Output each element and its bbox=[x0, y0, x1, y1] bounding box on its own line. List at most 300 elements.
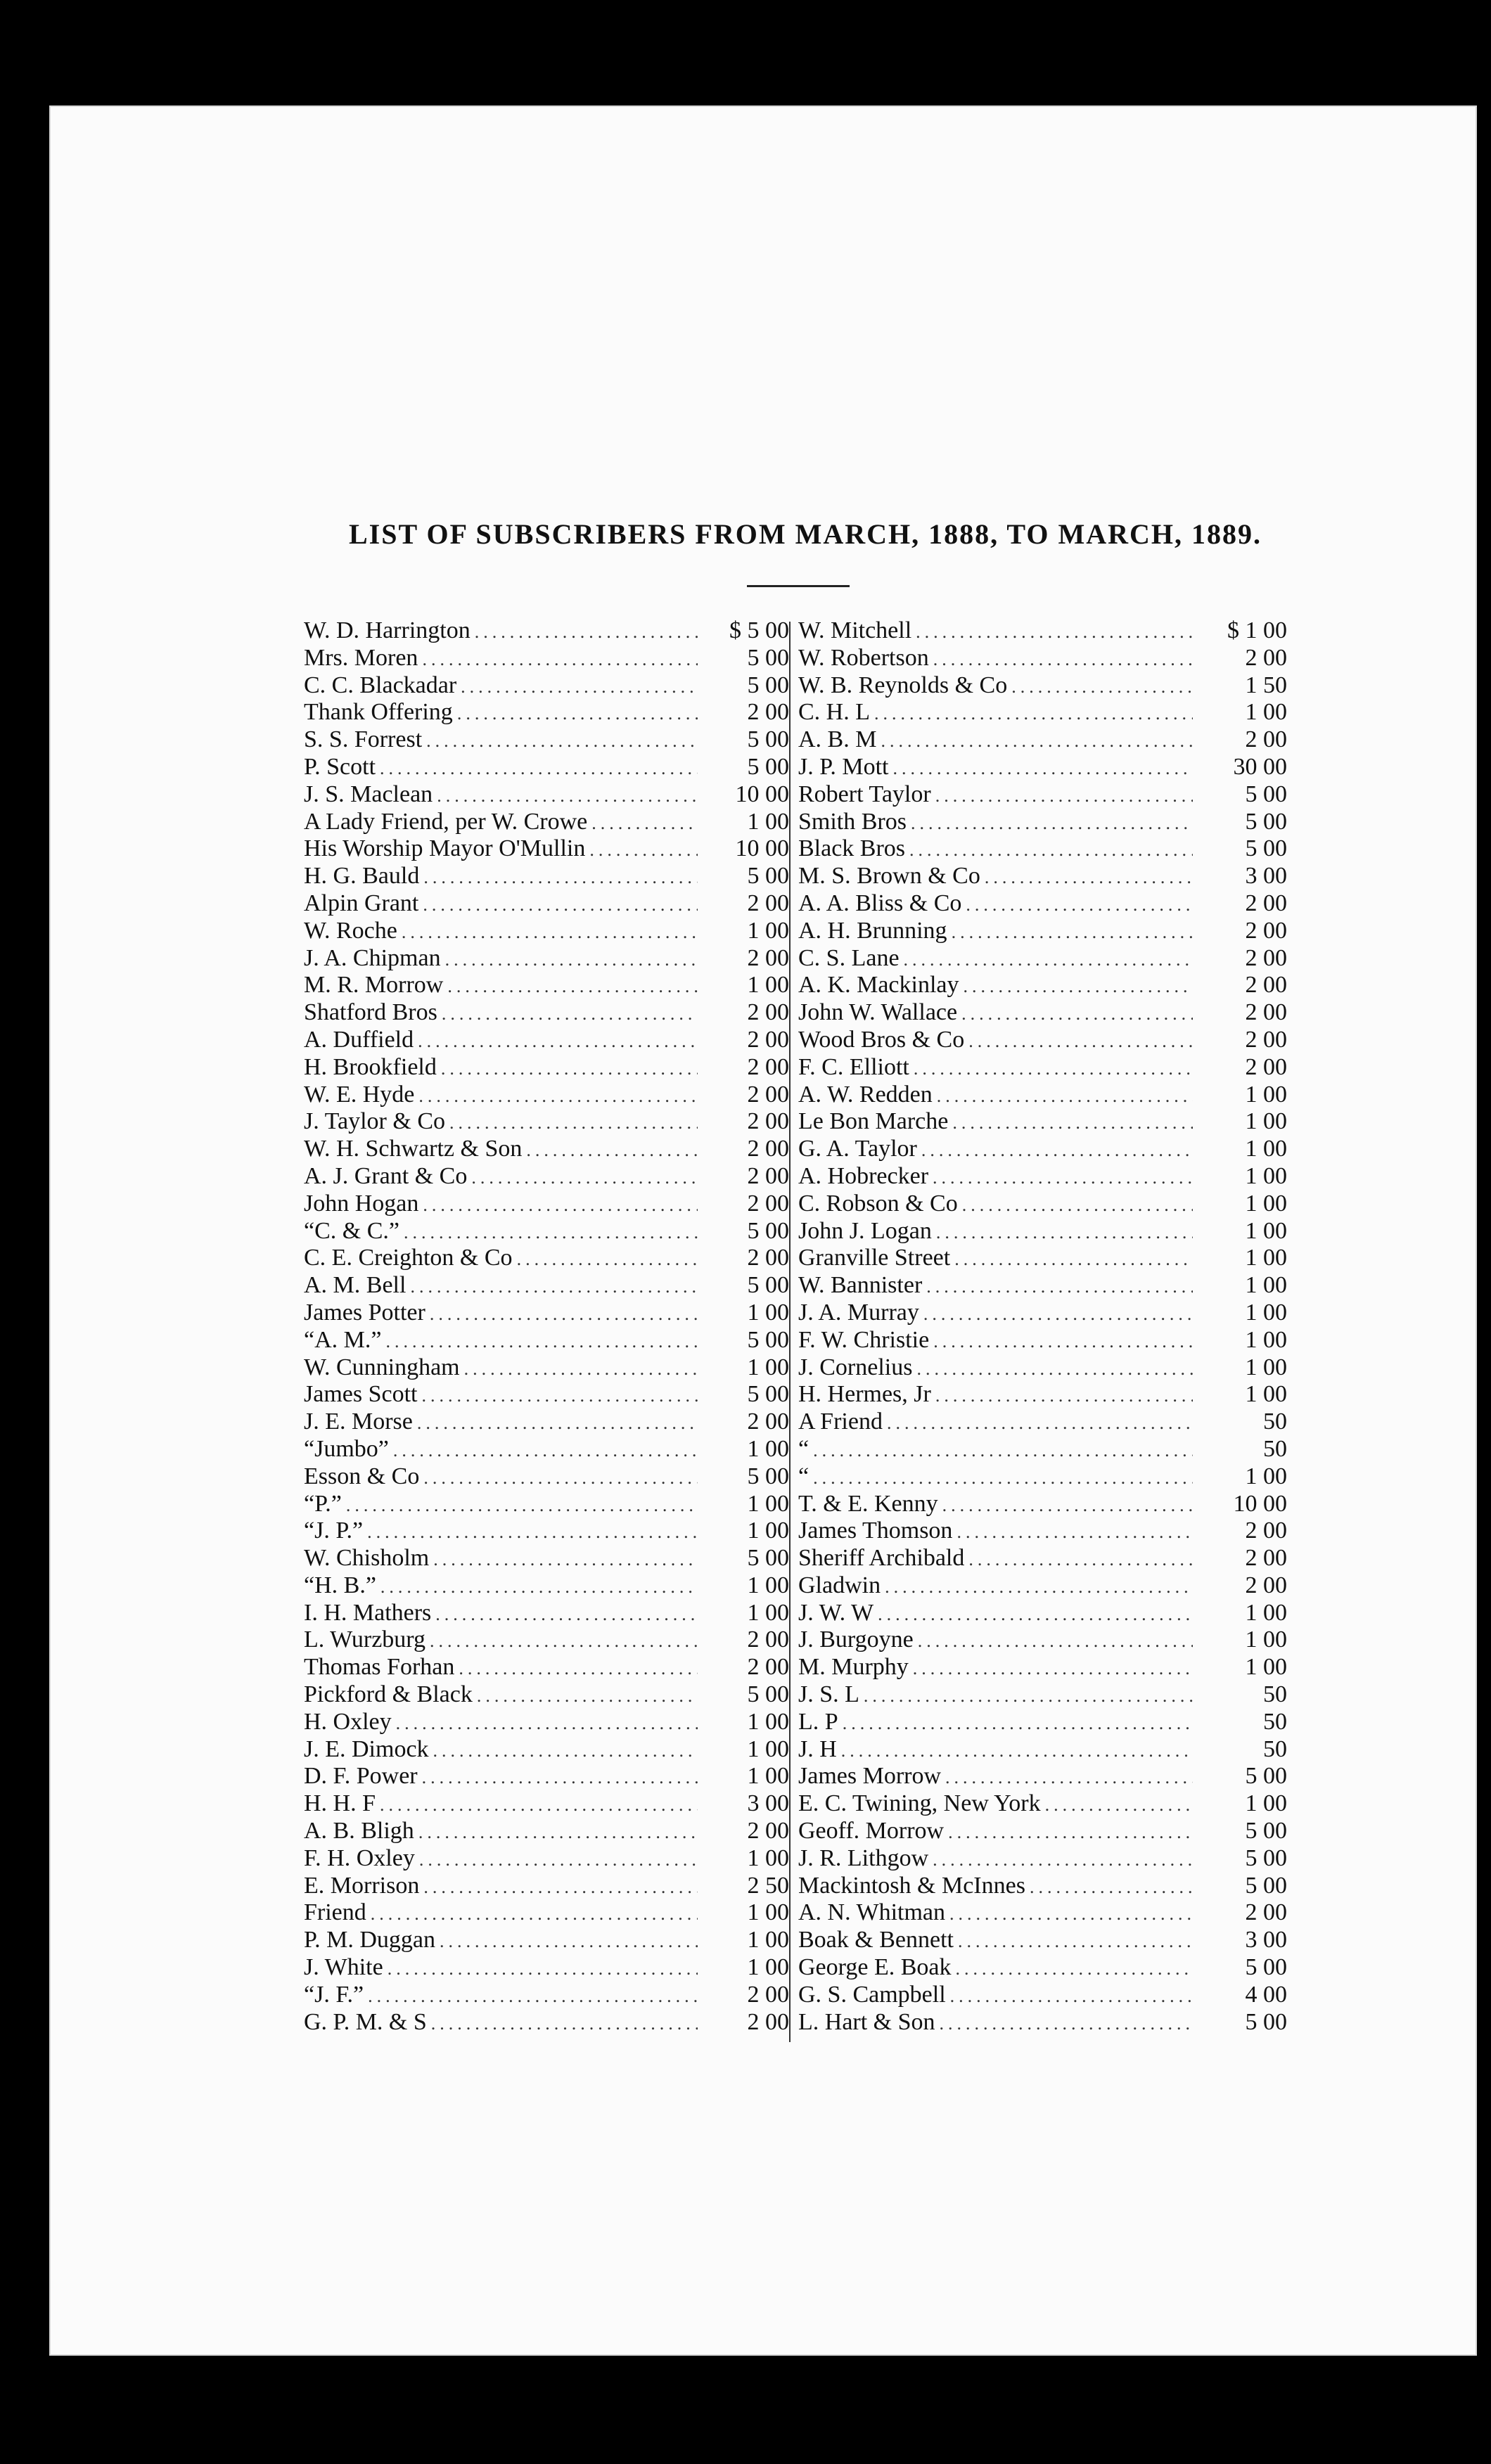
dot-leader bbox=[464, 1356, 698, 1383]
subscription-amount: 2 00 bbox=[1245, 1572, 1287, 1598]
subscriber-row bbox=[798, 1899, 1287, 1927]
subscription-amount: 2 00 bbox=[747, 1654, 789, 1681]
subscriber-name: “ bbox=[798, 1463, 810, 1489]
subscriber-row bbox=[798, 1054, 1287, 1082]
subscriber-name: J. A. Murray bbox=[798, 1299, 919, 1326]
subscriber-row bbox=[304, 999, 789, 1027]
dot-leader bbox=[945, 1764, 1193, 1792]
subscriber-name: George E. Boak bbox=[798, 1954, 952, 1981]
subscription-amount: 3 00 bbox=[1245, 863, 1287, 890]
dot-leader bbox=[904, 947, 1193, 974]
subscriber-row bbox=[798, 972, 1287, 999]
subscriber-row bbox=[798, 1163, 1287, 1191]
subscriber-name: “A. M.” bbox=[304, 1326, 382, 1353]
subscriber-name: A. N. Whitman bbox=[798, 1899, 946, 1926]
dot-leader bbox=[402, 919, 698, 947]
dot-leader bbox=[962, 1192, 1193, 1219]
subscription-amount: 1 00 bbox=[747, 1299, 789, 1326]
dot-leader bbox=[423, 1465, 698, 1492]
subscriber-name: Thomas Forhan bbox=[304, 1654, 455, 1681]
dot-leader bbox=[916, 1356, 1193, 1383]
dot-leader bbox=[843, 1710, 1193, 1738]
subscription-amount: $ 5 00 bbox=[729, 617, 789, 643]
dot-leader bbox=[426, 728, 698, 755]
subscriber-name: “J. F.” bbox=[304, 1981, 364, 2008]
subscriber-row bbox=[798, 999, 1287, 1027]
subscription-amount: 1 00 bbox=[1245, 1136, 1287, 1162]
subscriber-name: A Friend bbox=[798, 1409, 883, 1435]
subscriber-name: Friend bbox=[304, 1899, 366, 1926]
subscriber-row bbox=[798, 945, 1287, 973]
subscriber-row bbox=[798, 726, 1287, 754]
subscription-amount: 2 00 bbox=[1245, 890, 1287, 916]
subscriber-name: J. A. Chipman bbox=[304, 944, 441, 971]
subscription-amount: 1 00 bbox=[747, 808, 789, 835]
subscriber-row bbox=[798, 1790, 1287, 1818]
subscriber-row bbox=[304, 726, 789, 754]
subscriber-row bbox=[304, 1873, 789, 1900]
subscriber-row bbox=[798, 617, 1287, 645]
dot-leader bbox=[418, 1083, 698, 1110]
subscription-amount: 1 00 bbox=[1245, 1790, 1287, 1817]
subscriber-row bbox=[304, 1709, 789, 1736]
subscriber-row bbox=[304, 1681, 789, 1709]
dot-leader bbox=[367, 1519, 698, 1546]
subscriber-name: John Hogan bbox=[304, 1190, 419, 1217]
subscriber-row bbox=[304, 617, 789, 645]
subscriber-name: Geoff. Morrow bbox=[798, 1818, 945, 1844]
subscriber-row bbox=[798, 754, 1287, 781]
subscription-amount: 5 00 bbox=[747, 644, 789, 671]
subscriber-name: I. H. Mathers bbox=[304, 1599, 432, 1626]
subscription-amount: 2 50 bbox=[747, 1872, 789, 1899]
subscriber-row bbox=[798, 1027, 1287, 1054]
subscriber-row bbox=[798, 1108, 1287, 1136]
subscriber-row bbox=[304, 1654, 789, 1681]
dot-leader bbox=[526, 1137, 698, 1164]
subscriber-name: “ bbox=[798, 1435, 810, 1462]
page-title: LIST OF SUBSCRIBERS FROM MARCH, 1888, TO MARCH, 1889. bbox=[349, 518, 1262, 550]
subscriber-name: W. D. Harrington bbox=[304, 617, 471, 643]
subscription-amount: 5 00 bbox=[1245, 808, 1287, 835]
subscriber-row bbox=[798, 699, 1287, 726]
subscriber-row bbox=[304, 1108, 789, 1136]
title-rule bbox=[747, 585, 850, 587]
subscription-amount: 5 00 bbox=[747, 1381, 789, 1408]
subscription-amount: 1 00 bbox=[1245, 1081, 1287, 1108]
subscription-amount: 5 00 bbox=[747, 726, 789, 753]
subscriber-name: H. H. F bbox=[304, 1790, 376, 1817]
subscription-amount: 1 00 bbox=[747, 1572, 789, 1598]
subscription-amount: 2 00 bbox=[747, 1626, 789, 1653]
subscriber-name: F. W. Christie bbox=[798, 1326, 930, 1353]
subscriber-name: A. K. Mackinlay bbox=[798, 972, 959, 999]
subscriber-name: W. B. Reynolds & Co bbox=[798, 672, 1008, 698]
subscriber-row bbox=[304, 1082, 789, 1109]
subscriber-name: W. H. Schwartz & Son bbox=[304, 1136, 523, 1162]
dot-leader bbox=[985, 864, 1193, 892]
dot-leader bbox=[589, 837, 698, 864]
subscription-amount: 2 00 bbox=[1245, 1053, 1287, 1080]
subscriber-name: T. & E. Kenny bbox=[798, 1490, 938, 1517]
subscriber-name: G. A. Taylor bbox=[798, 1136, 917, 1162]
subscriber-row bbox=[798, 1327, 1287, 1354]
subscription-amount: 5 00 bbox=[1245, 1818, 1287, 1844]
subscriber-row bbox=[304, 1626, 789, 1654]
dot-leader bbox=[911, 810, 1193, 838]
dot-leader bbox=[445, 947, 698, 974]
subscriber-name: Le Bon Marche bbox=[798, 1108, 949, 1135]
dot-leader bbox=[477, 1683, 698, 1710]
subscription-amount: 5 00 bbox=[747, 1681, 789, 1708]
dot-leader bbox=[958, 1928, 1193, 1956]
dot-leader bbox=[418, 1028, 698, 1055]
dot-leader bbox=[887, 1410, 1193, 1437]
subscription-amount: 2 00 bbox=[1245, 726, 1287, 753]
subscriber-name: “H. B.” bbox=[304, 1572, 376, 1598]
subscriber-row bbox=[798, 645, 1287, 672]
subscription-amount: 50 bbox=[1263, 1735, 1287, 1762]
subscriber-name: Mackintosh & McInnes bbox=[798, 1872, 1025, 1899]
subscriber-row bbox=[304, 1954, 789, 1982]
dot-leader bbox=[813, 1437, 1193, 1465]
subscriber-row bbox=[304, 781, 789, 809]
column-divider bbox=[789, 622, 791, 2042]
subscriber-row bbox=[304, 863, 789, 890]
subscriber-row bbox=[304, 1436, 789, 1463]
subscription-amount: 5 00 bbox=[1245, 835, 1287, 862]
dot-leader bbox=[933, 646, 1193, 674]
subscription-amount: 1 00 bbox=[1245, 1381, 1287, 1408]
subscriber-name: H. Oxley bbox=[304, 1708, 392, 1735]
subscriber-name: John J. Logan bbox=[798, 1217, 932, 1244]
subscription-amount: 3 00 bbox=[747, 1790, 789, 1817]
subscriber-row bbox=[304, 1327, 789, 1354]
dot-leader bbox=[1011, 674, 1193, 701]
subscription-amount: 1 00 bbox=[1245, 1299, 1287, 1326]
dot-leader bbox=[968, 1546, 1193, 1574]
subscriber-name: S. S. Forrest bbox=[304, 726, 423, 753]
subscriber-name: A. H. Brunning bbox=[798, 917, 947, 944]
subscriber-name: A. B. Bligh bbox=[304, 1818, 414, 1844]
dot-leader bbox=[964, 973, 1193, 1001]
subscription-amount: 1 00 bbox=[1245, 1162, 1287, 1189]
subscriber-name: C. C. Blackadar bbox=[304, 672, 457, 698]
subscriber-name: James Thomson bbox=[798, 1517, 953, 1544]
subscription-amount: 2 00 bbox=[1245, 944, 1287, 971]
dot-leader bbox=[878, 1601, 1193, 1629]
subscription-amount: 1 00 bbox=[747, 917, 789, 944]
subscriber-row bbox=[304, 1463, 789, 1491]
subscriber-name: W. Chisholm bbox=[304, 1545, 430, 1572]
subscriber-row bbox=[798, 1272, 1287, 1300]
subscriber-row bbox=[798, 1463, 1287, 1491]
subscription-amount: 50 bbox=[1263, 1681, 1287, 1708]
subscriber-name: A. Hobrecker bbox=[798, 1162, 929, 1189]
subscription-amount: 2 00 bbox=[1245, 999, 1287, 1026]
subscription-amount: 1 00 bbox=[747, 1517, 789, 1544]
subscriber-row bbox=[304, 1545, 789, 1572]
subscription-amount: 1 00 bbox=[747, 1844, 789, 1871]
subscriber-name: J. E. Dimock bbox=[304, 1735, 429, 1762]
dot-leader bbox=[422, 646, 698, 674]
subscriber-name: Esson & Co bbox=[304, 1463, 420, 1489]
subscription-amount: 1 00 bbox=[1245, 1599, 1287, 1626]
subscriber-name: D. F. Power bbox=[304, 1763, 418, 1790]
dot-leader bbox=[380, 755, 698, 783]
subscription-amount: 1 00 bbox=[747, 1899, 789, 1926]
subscriber-name: A. W. Redden bbox=[798, 1081, 933, 1108]
dot-leader bbox=[404, 1219, 698, 1247]
dot-leader bbox=[423, 864, 698, 892]
subscription-amount: 2 00 bbox=[747, 1818, 789, 1844]
subscriber-row bbox=[798, 781, 1287, 809]
dot-leader bbox=[517, 1246, 698, 1273]
subscriber-name: P. M. Duggan bbox=[304, 1927, 436, 1953]
subscriber-row bbox=[798, 1354, 1287, 1382]
subscriber-name: G. S. Campbell bbox=[798, 1981, 946, 2008]
dot-leader bbox=[913, 1655, 1193, 1683]
subscriber-row bbox=[798, 1600, 1287, 1627]
subscription-amount: 5 00 bbox=[1245, 1844, 1287, 1871]
dot-leader bbox=[1030, 1874, 1193, 1901]
dot-leader bbox=[393, 1437, 698, 1465]
subscriber-name: C. S. Lane bbox=[798, 944, 900, 971]
subscription-amount: 5 00 bbox=[1245, 1954, 1287, 1981]
subscriber-name: C. H. L bbox=[798, 699, 870, 726]
subscriber-name: W. Robertson bbox=[798, 644, 929, 671]
subscriber-row bbox=[304, 1354, 789, 1382]
subscription-amount: 1 00 bbox=[1245, 1654, 1287, 1681]
dot-leader bbox=[430, 1301, 698, 1328]
dot-leader bbox=[385, 1328, 698, 1356]
subscription-amount: 2 00 bbox=[1245, 1545, 1287, 1572]
subscriber-name: Alpin Grant bbox=[304, 890, 419, 916]
subscriber-name: A. Duffield bbox=[304, 1026, 414, 1053]
subscriber-row bbox=[304, 890, 789, 918]
subscriber-row bbox=[798, 1982, 1287, 2009]
dot-leader bbox=[940, 2010, 1193, 2038]
dot-leader bbox=[396, 1710, 698, 1738]
subscription-amount: 2 00 bbox=[1245, 972, 1287, 999]
subscriber-row bbox=[798, 1218, 1287, 1245]
subscriber-name: J. R. Lithgow bbox=[798, 1844, 929, 1871]
subscriber-name: A. J. Grant & Co bbox=[304, 1162, 468, 1189]
subscriber-name: Shatford Bros bbox=[304, 999, 437, 1026]
subscriber-row bbox=[798, 1409, 1287, 1436]
subscriber-name: John W. Wallace bbox=[798, 999, 958, 1026]
subscriber-name: Granville Street bbox=[798, 1245, 951, 1271]
dot-leader bbox=[926, 1273, 1193, 1301]
subscriber-row bbox=[798, 1818, 1287, 1845]
subscription-amount: 5 00 bbox=[747, 1545, 789, 1572]
dot-leader bbox=[966, 892, 1193, 919]
dot-leader bbox=[942, 1492, 1193, 1520]
subscriber-row bbox=[304, 1136, 789, 1163]
dot-leader bbox=[950, 1983, 1193, 2010]
subscriber-name: C. E. Creighton & Co bbox=[304, 1245, 513, 1271]
subscriber-name: A. M. Bell bbox=[304, 1272, 407, 1299]
dot-leader bbox=[885, 1574, 1193, 1601]
dot-leader bbox=[475, 619, 698, 646]
dot-leader bbox=[914, 1055, 1193, 1083]
dot-leader bbox=[440, 1928, 698, 1956]
subscriber-name: Smith Bros bbox=[798, 808, 907, 835]
subscriber-name: F. C. Elliott bbox=[798, 1053, 909, 1080]
subscription-amount: 4 00 bbox=[1245, 1981, 1287, 2008]
subscriber-row bbox=[798, 835, 1287, 863]
subscriber-name: J. Cornelius bbox=[798, 1354, 913, 1380]
subscription-amount: 2 00 bbox=[1245, 917, 1287, 944]
subscriber-name: Black Bros bbox=[798, 835, 906, 862]
subscriber-name: M. R. Morrow bbox=[304, 972, 444, 999]
subscriber-row bbox=[304, 1517, 789, 1545]
subscription-amount: 1 50 bbox=[1245, 672, 1287, 698]
dot-leader bbox=[1045, 1792, 1193, 1819]
dot-leader bbox=[591, 810, 698, 838]
subscription-amount: 5 00 bbox=[747, 863, 789, 890]
dot-leader bbox=[423, 1192, 698, 1219]
subscription-amount: 3 00 bbox=[1245, 1927, 1287, 1953]
subscriber-name: James Morrow bbox=[798, 1763, 942, 1790]
subscriber-name: “J. P.” bbox=[304, 1517, 364, 1544]
subscriber-row bbox=[304, 918, 789, 945]
subscription-amount: 5 00 bbox=[747, 672, 789, 698]
subscriber-list-left bbox=[304, 617, 789, 2036]
subscriber-name: Robert Taylor bbox=[798, 781, 931, 807]
dot-leader bbox=[422, 1764, 698, 1792]
subscription-amount: 1 00 bbox=[1245, 699, 1287, 726]
dot-leader bbox=[433, 1546, 698, 1574]
subscriber-row bbox=[798, 1136, 1287, 1163]
subscription-amount: 2 00 bbox=[747, 944, 789, 971]
subscriber-row bbox=[798, 1763, 1287, 1790]
subscription-amount: 1 00 bbox=[1245, 1626, 1287, 1653]
subscriber-row bbox=[798, 1381, 1287, 1409]
dot-leader bbox=[937, 1083, 1193, 1110]
subscription-amount: 5 00 bbox=[747, 1217, 789, 1244]
subscriber-name: H. G. Bauld bbox=[304, 863, 420, 890]
subscriber-row bbox=[304, 972, 789, 999]
subscriber-name: P. Scott bbox=[304, 753, 376, 780]
subscription-amount: 1 00 bbox=[747, 1735, 789, 1762]
subscriber-row bbox=[798, 1436, 1287, 1463]
subscription-amount: 10 00 bbox=[735, 835, 789, 862]
subscription-amount: 2 00 bbox=[1245, 644, 1287, 671]
subscription-amount: 10 00 bbox=[735, 781, 789, 807]
subscription-amount: 2 00 bbox=[747, 1108, 789, 1135]
subscription-amount: 1 00 bbox=[747, 1708, 789, 1735]
subscription-amount: 2 00 bbox=[1245, 1899, 1287, 1926]
subscriber-row bbox=[798, 890, 1287, 918]
subscriber-row bbox=[304, 1818, 789, 1845]
subscriber-row bbox=[304, 835, 789, 863]
subscriber-row bbox=[798, 809, 1287, 836]
dot-leader bbox=[423, 1874, 698, 1901]
subscriber-row bbox=[798, 1709, 1287, 1736]
subscriber-row bbox=[798, 1873, 1287, 1900]
dot-leader bbox=[952, 1110, 1193, 1137]
dot-leader bbox=[371, 1901, 698, 1928]
subscriber-row bbox=[304, 1491, 789, 1518]
subscription-amount: 1 00 bbox=[747, 1490, 789, 1517]
subscriber-name: M. S. Brown & Co bbox=[798, 863, 980, 890]
dot-leader bbox=[441, 1055, 698, 1083]
dot-leader bbox=[864, 1683, 1193, 1710]
dot-leader bbox=[956, 1519, 1193, 1546]
subscriber-row bbox=[798, 672, 1287, 700]
subscription-amount: 5 00 bbox=[747, 1463, 789, 1489]
subscriber-row bbox=[304, 1899, 789, 1927]
subscriber-row bbox=[798, 1954, 1287, 1982]
dot-leader bbox=[368, 1983, 698, 2010]
subscriber-row bbox=[304, 1163, 789, 1191]
dot-leader bbox=[918, 1628, 1193, 1655]
subscriber-row bbox=[798, 1927, 1287, 1954]
subscription-amount: 1 00 bbox=[747, 1354, 789, 1380]
subscription-amount: 50 bbox=[1263, 1435, 1287, 1462]
subscriber-name: G. P. M. & S bbox=[304, 2008, 427, 2035]
subscription-amount: 2 00 bbox=[747, 890, 789, 916]
subscriber-name: L. Hart & Son bbox=[798, 2008, 935, 2035]
subscription-amount: 5 00 bbox=[1245, 2008, 1287, 2035]
dot-leader bbox=[388, 1956, 698, 1983]
dot-leader bbox=[923, 1301, 1193, 1328]
subscription-amount: 1 00 bbox=[1245, 1108, 1287, 1135]
subscriber-row bbox=[304, 754, 789, 781]
subscription-amount: 1 00 bbox=[1245, 1326, 1287, 1353]
subscriber-row bbox=[304, 699, 789, 726]
subscription-amount: 1 00 bbox=[747, 972, 789, 999]
subscriber-row bbox=[798, 1491, 1287, 1518]
subscription-amount: 1 00 bbox=[1245, 1272, 1287, 1299]
dot-leader bbox=[442, 1001, 698, 1028]
subscriber-name: J. Burgoyne bbox=[798, 1626, 914, 1653]
subscriber-name: A Lady Friend, per W. Crowe bbox=[304, 808, 588, 835]
subscription-amount: 1 00 bbox=[1245, 1217, 1287, 1244]
subscriber-name: Mrs. Moren bbox=[304, 644, 418, 671]
subscription-amount: 1 00 bbox=[1245, 1354, 1287, 1380]
dot-leader bbox=[968, 1028, 1193, 1055]
subscription-amount: 2 00 bbox=[747, 1981, 789, 2008]
subscription-amount: 2 00 bbox=[747, 699, 789, 726]
subscriber-row bbox=[304, 1245, 789, 1272]
dot-leader bbox=[447, 973, 698, 1001]
dot-leader bbox=[813, 1465, 1193, 1492]
dot-leader bbox=[961, 1001, 1193, 1028]
subscriber-row bbox=[304, 1409, 789, 1436]
dot-leader bbox=[419, 1847, 698, 1874]
dot-leader bbox=[935, 783, 1193, 810]
subscription-amount: 1 00 bbox=[747, 1435, 789, 1462]
subscriber-name: Thank Offering bbox=[304, 699, 453, 726]
subscriber-name: J. Taylor & Co bbox=[304, 1108, 445, 1135]
subscription-amount: 2 00 bbox=[747, 1136, 789, 1162]
subscriber-row bbox=[798, 1654, 1287, 1681]
subscription-amount: 2 00 bbox=[747, 1409, 789, 1435]
subscriber-list-right bbox=[798, 617, 1287, 2036]
subscription-amount: 2 00 bbox=[747, 1026, 789, 1053]
subscription-amount: 5 00 bbox=[747, 1326, 789, 1353]
subscriber-row bbox=[304, 1300, 789, 1327]
subscriber-row bbox=[798, 1517, 1287, 1545]
subscriber-name: W. E. Hyde bbox=[304, 1081, 415, 1108]
subscription-amount: 2 00 bbox=[1245, 1517, 1287, 1544]
dot-leader bbox=[936, 1219, 1193, 1247]
subscriber-name: C. Robson & Co bbox=[798, 1190, 958, 1217]
subscription-amount: 30 00 bbox=[1233, 753, 1287, 780]
subscription-amount: 2 00 bbox=[1245, 1026, 1287, 1053]
